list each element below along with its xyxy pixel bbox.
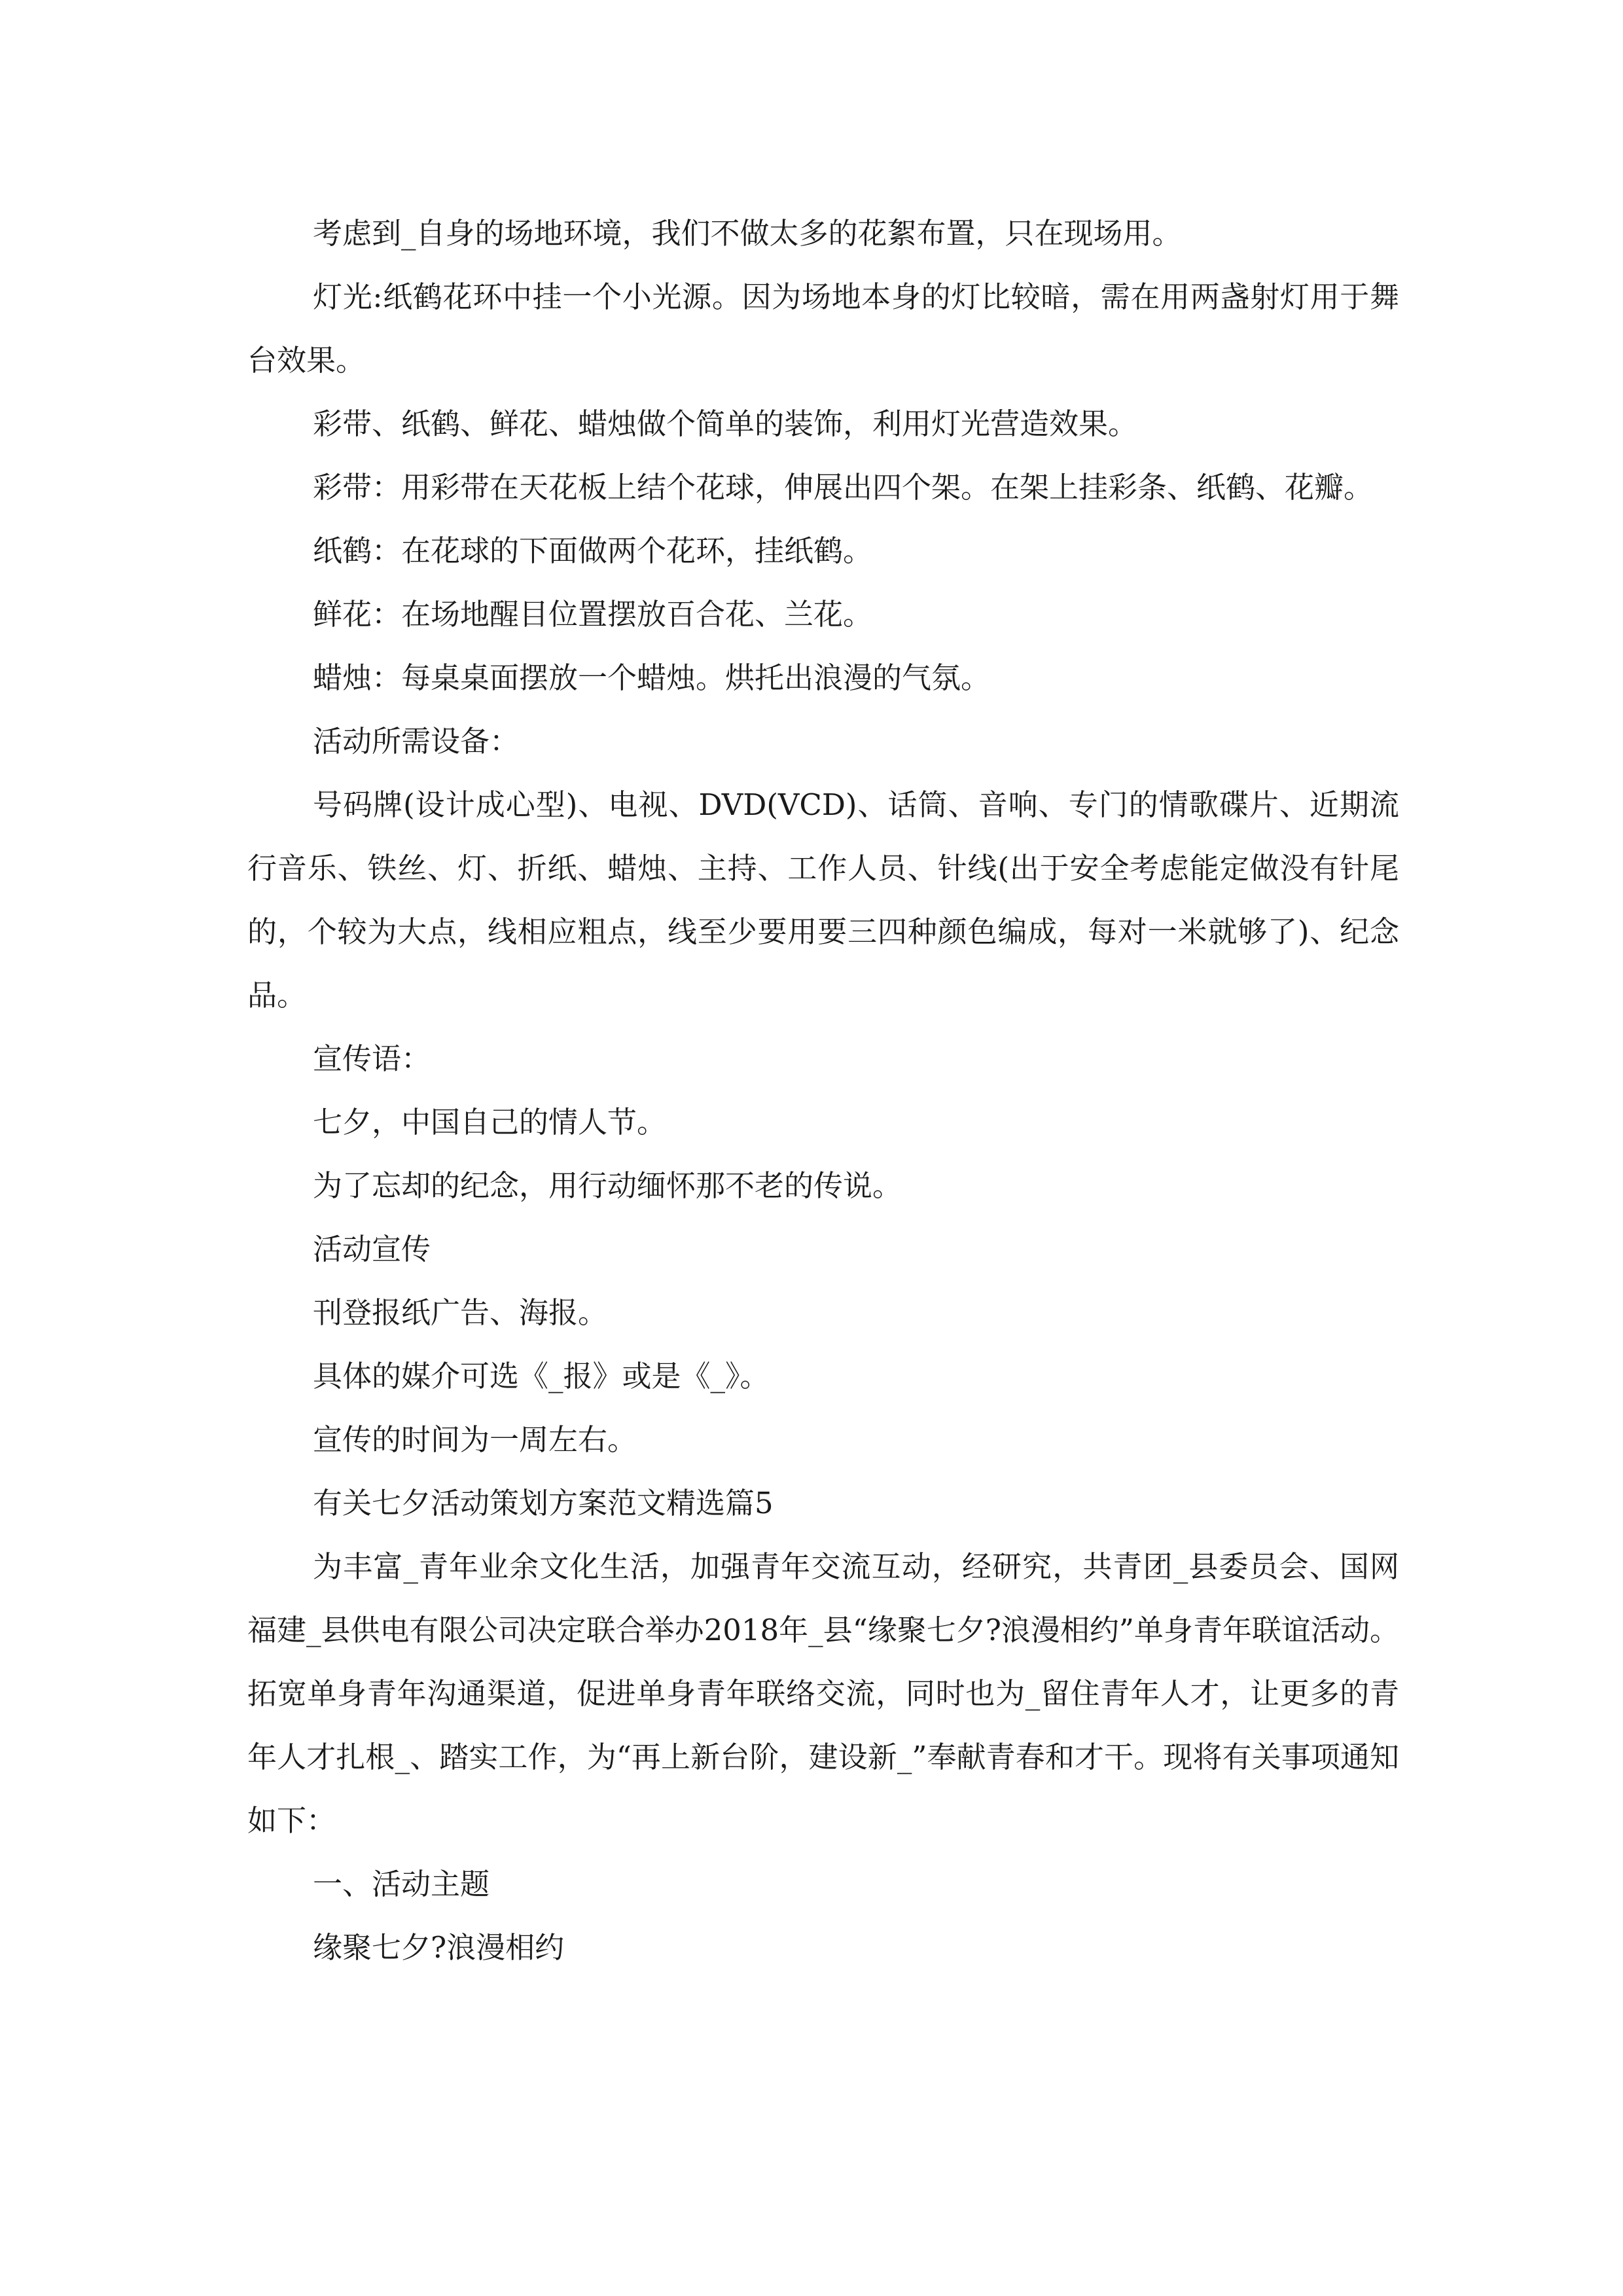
section-heading-theme: 一、活动主题	[313, 1867, 490, 1901]
paragraph-promotion-ads: 刊登报纸广告、海报。	[313, 1295, 608, 1330]
paragraph-lighting: 灯光:纸鹤花环中挂一个小光源。因为场地本身的灯比较暗，需在用两盏射灯用于舞台效果。	[247, 279, 1399, 378]
article-title-part-5: 有关七夕活动策划方案范文精选篇5	[313, 1486, 774, 1520]
paragraph-event-intro: 为丰富_青年业余文化生活，加强青年交流互动，经研究，共青团_县委员会、国网福建_县供电有限公司决定联合举办2018年_县“缘聚七夕?浪漫相约”单身青年联谊活动。拓宽单身青年沟通渠道，促进单身青年联络交流，同时也为_留住青年人才，让更多的青年人才扎根_、踏实工作，为“再上新台阶，建设新_”奉献青春和才干。现将有关事项通知如下：	[247, 1549, 1399, 1838]
paragraph-ribbons: 彩带：用彩带在天花板上结个花球，伸展出四个架。在架上挂彩条、纸鹤、花瓣。	[313, 470, 1374, 505]
document-body	[247, 202, 1399, 1979]
paragraph-candles: 蜡烛：每桌桌面摆放一个蜡烛。烘托出浪漫的气氛。	[313, 660, 991, 695]
paragraph-equipment-list: 号码牌(设计成心型)、电视、DVD(VCD)、话筒、音响、专门的情歌碟片、近期流行音乐、铁丝、灯、折纸、蜡烛、主持、工作人员、针线(出于安全考虑能定做没有针尾的，个较为大点，线相应粗点，线至少要用要三四种颜色编成，每对一米就够了)、纪念品。	[247, 787, 1399, 1013]
section-heading-slogan: 宣传语：	[313, 1041, 431, 1076]
section-heading-equipment: 活动所需设备：	[313, 724, 520, 759]
paragraph-paper-cranes: 纸鹤：在花球的下面做两个花环，挂纸鹤。	[313, 533, 873, 568]
paragraph-promotion-media: 具体的媒介可选《_报》或是《_》。	[313, 1359, 770, 1393]
paragraph-slogan-1: 七夕，中国自己的情人节。	[313, 1105, 667, 1139]
paragraph-decoration-overview: 彩带、纸鹤、鲜花、蜡烛做个简单的装饰，利用灯光营造效果。	[313, 406, 1138, 441]
paragraph-slogan-2: 为了忘却的纪念，用行动缅怀那不老的传说。	[313, 1168, 902, 1203]
paragraph-theme: 缘聚七夕?浪漫相约	[313, 1930, 565, 1965]
paragraph-promotion-duration: 宣传的时间为一周左右。	[313, 1422, 637, 1457]
section-heading-promotion: 活动宣传	[313, 1232, 431, 1266]
paragraph-venue-decor: 考虑到_自身的场地环境，我们不做太多的花絮布置，只在现场用。	[313, 216, 1182, 251]
paragraph-flowers: 鲜花：在场地醒目位置摆放百合花、兰花。	[313, 597, 873, 632]
